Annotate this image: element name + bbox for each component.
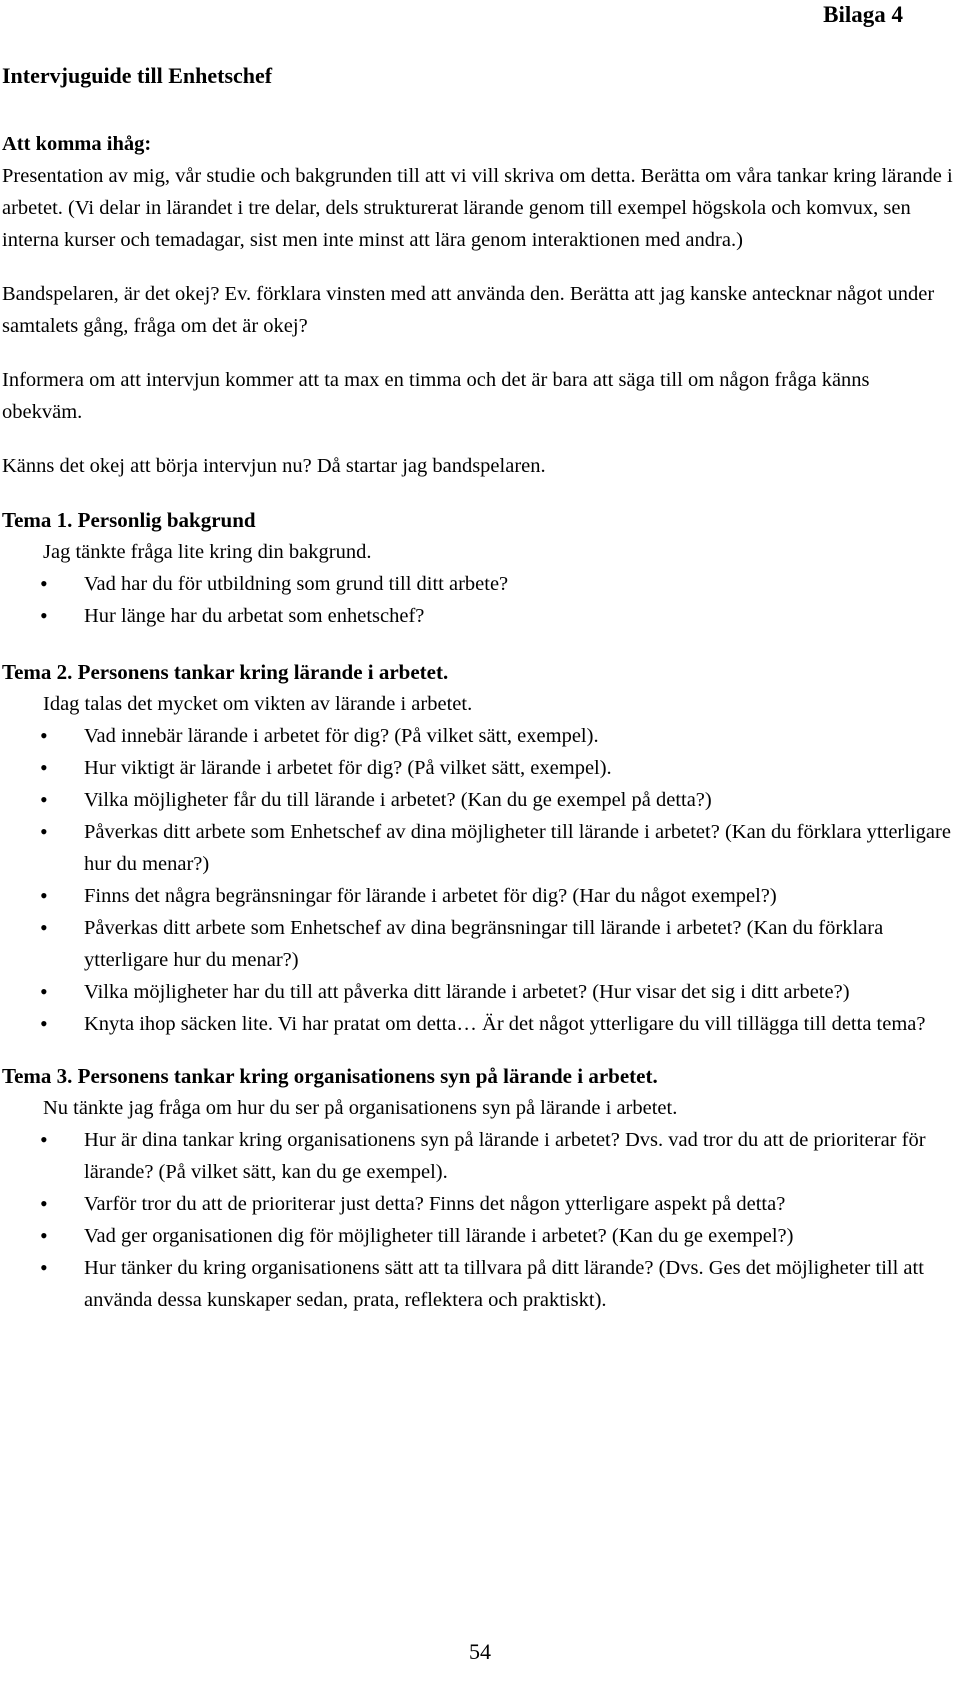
theme-3-intro: Nu tänkte jag fråga om hur du ser på organisationens syn på lärande i arbetet. <box>43 1097 678 1119</box>
reminders-section <box>2 128 954 482</box>
document-body <box>2 128 954 1316</box>
bullet-icon: • <box>40 755 48 780</box>
page-number: 54 <box>469 1639 491 1664</box>
question-text: Vad har du för utbildning som grund till ditt arbete? <box>84 573 509 595</box>
bullet-icon: • <box>40 915 48 940</box>
bullet-icon: • <box>40 883 48 908</box>
reminders-heading: Att komma ihåg: <box>2 133 152 155</box>
question-item <box>2 1220 954 1252</box>
theme-3-section <box>2 1060 954 1316</box>
question-item <box>2 784 954 816</box>
bullet-icon: • <box>40 1011 48 1036</box>
bullet-icon: • <box>40 1223 48 1248</box>
theme-3-title: Tema 3. Personens tankar kring organisationens syn på lärande i arbetet. <box>2 1064 658 1088</box>
question-text: Vilka möjligheter har du till att påverka ditt lärande i arbetet? (Hur visar det sig i ditt arbete?) <box>84 981 850 1003</box>
theme-1-section <box>2 504 954 632</box>
reminders-intro: Presentation av mig, vår studie och bakgrunden till att vi vill skriva om detta. Berätta om våra tankar kring lärande i arbetet. (Vi delar in lärandet i tre delar, dels strukturerat lärande genom till exempel högskola och komvux, sen interna kurser och temadagar, sist men inte minst att lära genom interaktionen med andra.) <box>2 165 953 251</box>
bullet-icon: • <box>40 1127 48 1152</box>
theme-2-title: Tema 2. Personens tankar kring lärande i arbetet. <box>2 660 449 684</box>
question-text: Vad ger organisationen dig för möjligheter till lärande i arbetet? (Kan du ge exempel?) <box>84 1225 794 1247</box>
question-item <box>2 912 954 976</box>
recorder-paragraph: Bandspelaren, är det okej? Ev. förklara vinsten med att använda den. Berätta att jag kanske antecknar något under samtalets gång, fråga om det är okej? <box>2 283 935 337</box>
bullet-icon: • <box>40 723 48 748</box>
question-text: Hur viktigt är lärande i arbetet för dig? (På vilket sätt, exempel). <box>84 757 612 779</box>
question-text: Vad innebär lärande i arbetet för dig? (På vilket sätt, exempel). <box>84 725 599 747</box>
theme-2-questions <box>2 720 954 1040</box>
question-item <box>2 568 954 600</box>
bullet-icon: • <box>40 571 48 596</box>
theme-1-questions <box>2 568 954 632</box>
question-text: Påverkas ditt arbete som Enhetschef av dina begränsningar till lärande i arbetet? (Kan du förklara ytterligare hur du menar?) <box>84 917 884 971</box>
bullet-icon: • <box>40 1191 48 1216</box>
question-text: Hur tänker du kring organisationens sätt att ta tillvara på ditt lärande? (Dvs. Ges det möjligheter till att använda dessa kunskaper sedan, prata, reflektera och praktiskt). <box>84 1257 924 1311</box>
question-item <box>2 752 954 784</box>
question-item <box>2 976 954 1008</box>
question-item <box>2 600 954 632</box>
question-item <box>2 1008 954 1040</box>
bullet-icon: • <box>40 819 48 844</box>
question-item <box>2 1252 954 1316</box>
question-text: Finns det några begränsningar för lärande i arbetet för dig? (Har du något exempel?) <box>84 885 777 907</box>
question-text: Knyta ihop säcken lite. Vi har pratat om detta… Är det något ytterligare du vill tillägga till detta tema? <box>84 1013 926 1035</box>
question-text: Påverkas ditt arbete som Enhetschef av dina möjligheter till lärande i arbetet? (Kan du förklara ytterligare hur du menar?) <box>84 821 951 875</box>
question-item <box>2 1124 954 1188</box>
start-paragraph: Känns det okej att börja intervjun nu? Då startar jag bandspelaren. <box>2 455 546 477</box>
appendix-label: Bilaga 4 <box>823 2 903 27</box>
question-item <box>2 720 954 752</box>
question-item <box>2 880 954 912</box>
duration-paragraph: Informera om att intervjun kommer att ta max en timma och det är bara att säga till om någon fråga känns obekväm. <box>2 369 870 423</box>
theme-1-intro: Jag tänkte fråga lite kring din bakgrund. <box>43 541 372 563</box>
question-text: Vilka möjligheter får du till lärande i arbetet? (Kan du ge exempel på detta?) <box>84 789 712 811</box>
theme-1-title: Tema 1. Personlig bakgrund <box>2 508 256 532</box>
bullet-icon: • <box>40 1255 48 1280</box>
question-text: Hur länge har du arbetat som enhetschef? <box>84 605 425 627</box>
question-item <box>2 1188 954 1220</box>
document-title: Intervjuguide till Enhetschef <box>2 63 273 88</box>
question-text: Hur är dina tankar kring organisationens syn på lärande i arbetet? Dvs. vad tror du att de prioriterar för lärande? (På vilket sätt, kan du ge exempel). <box>84 1129 926 1183</box>
question-item <box>2 816 954 880</box>
bullet-icon: • <box>40 603 48 628</box>
question-text: Varför tror du att de prioriterar just detta? Finns det någon ytterligare aspekt på detta? <box>84 1193 786 1215</box>
bullet-icon: • <box>40 979 48 1004</box>
theme-2-intro: Idag talas det mycket om vikten av lärande i arbetet. <box>43 693 473 715</box>
theme-2-section <box>2 656 954 1040</box>
theme-3-questions <box>2 1124 954 1316</box>
bullet-icon: • <box>40 787 48 812</box>
